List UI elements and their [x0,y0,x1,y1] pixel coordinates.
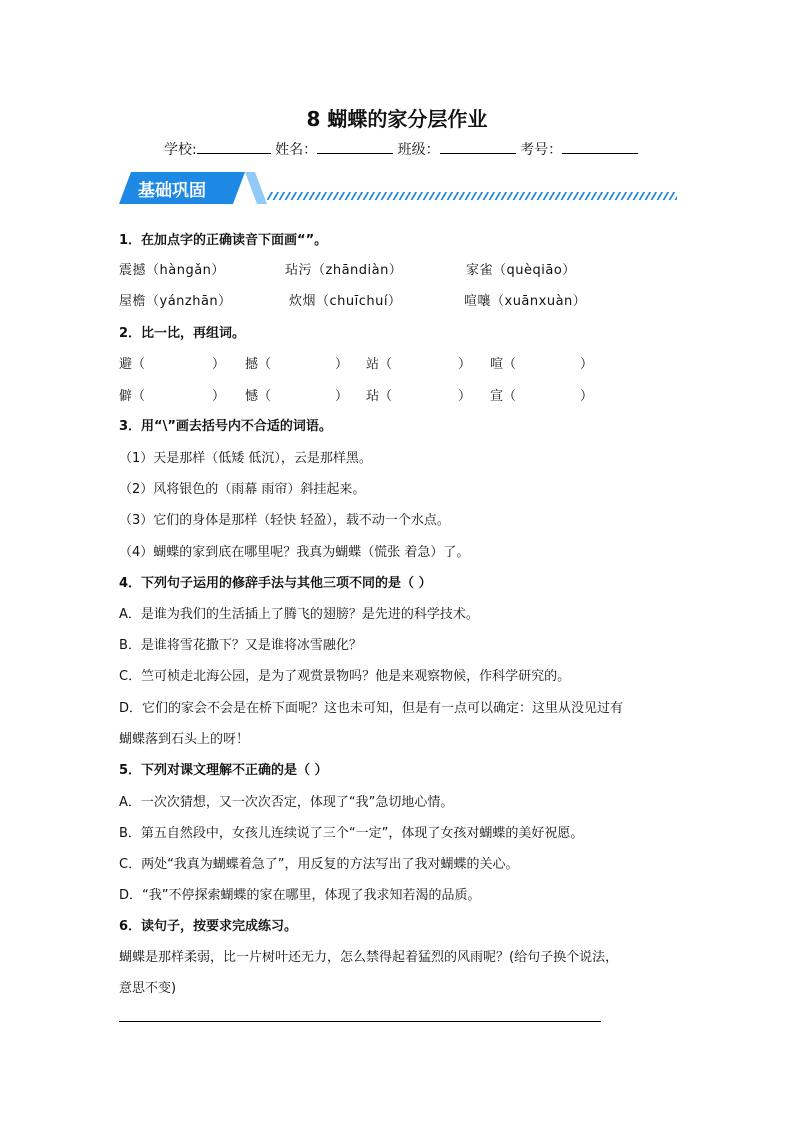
school-blank[interactable] [197,139,271,154]
q2-char-blank: 站（ [366,357,393,372]
q2-char-blank: 宣（ [490,389,517,404]
answer-line[interactable] [119,1021,601,1022]
q5-option-a: A．一次次猜想，又一次次否定，体现了“我”急切地心情。 [119,795,454,810]
q5-option-b: B．第五自然段中，女孩儿连续说了三个“一定”，体现了女孩对蝴蝶的美好祝愿。 [119,826,584,841]
q4-option-a: A．是谁为我们的生活插上了腾飞的翅膀？是先进的科学技术。 [119,607,479,622]
q4-option-b: B．是谁将雪花撒下？又是谁将冰雪融化？ [119,638,362,653]
q4-option-d-cont: 蝴蝶落到石头上的呀！ [119,732,250,747]
question-4: 4．下列句子运用的修辞手法与其他三项不同的是（ ） [119,576,432,591]
question-3: 3．用“\”画去括号内不合适的词语。 [119,419,332,434]
q6-sentence: 蝴蝶是那样柔弱，比一片树叶还无力，怎么禁得起着猛烈的风雨呢？(给句子换个说法， [119,950,619,965]
q5-option-d: D．“我”不停探索蝴蝶的家在哪里，体现了我求知若渴的品质。 [119,888,481,903]
q2-close-paren: ） [335,357,349,372]
q3-item: （1）天是那样（低矮 低沉），云是那样黑。 [119,451,372,466]
q2-char-blank: 僻（ [119,389,146,404]
question-2: 2．比一比，再组词。 [119,326,246,341]
q2-close-paren: ） [212,357,226,372]
q3-item: （2）风将银色的（雨幕 雨帘）斜挂起来。 [119,482,366,497]
question-1: 1．在加点字的正确读音下面画“”。 [119,233,328,248]
exam-no-blank[interactable] [562,139,638,154]
q2-char-blank: 憾（ [245,389,272,404]
school-label: 学校: [164,142,197,158]
q2-close-paren: ） [458,389,472,404]
q1-item: 屋檐（yánzhān） [119,294,232,309]
q1-item: 震撼（hàngǎn） [119,263,225,278]
q4-option-d: D．它们的家会不会是在桥下面呢？这也未可知，但是有一点可以确定：这里从没见过有 [119,701,624,716]
section-banner-label: 基础巩固 [138,181,206,201]
q3-item: （3）它们的身体是那样（轻快 轻盈），载不动一个水点。 [119,513,450,528]
q1-item: 炊烟（chuīchuí） [289,294,402,309]
q6-sentence-cont: 意思不变) [119,981,177,996]
q5-option-c: C．两处“我真为蝴蝶着急了”，用反复的方法写出了我对蝴蝶的关心。 [119,857,519,872]
q2-close-paren: ） [335,389,349,404]
q2-close-paren: ） [580,389,594,404]
q2-close-paren: ） [580,357,594,372]
q2-close-paren: ） [212,389,226,404]
class-label: 班级： [397,142,440,158]
question-6: 6．读句子，按要求完成练习。 [119,919,298,934]
q2-close-paren: ） [458,357,472,372]
name-blank[interactable] [317,139,393,154]
q1-item: 玷污（zhāndiàn） [285,263,403,278]
q3-item: （4）蝴蝶的家到底在哪里呢？我真为蝴蝶（慌张 着急）了。 [119,545,470,560]
name-label: 姓名： [275,142,318,158]
q4-option-c: C．竺可桢走北海公园，是为了观赏景物吗？他是来观察物候，作科学研究的。 [119,669,571,684]
question-5: 5．下列对课文理解不正确的是（ ） [119,763,328,778]
class-blank[interactable] [440,139,516,154]
q2-char-blank: 玷（ [366,389,393,404]
q1-item: 家雀（quèqiāo） [466,263,576,278]
q1-item: 喧嚷（xuānxuàn） [464,294,587,309]
q2-char-blank: 撼（ [245,357,272,372]
q2-char-blank: 喧（ [490,357,517,372]
page-title: 8 蝴蝶的家分层作业 [306,107,488,131]
student-info-line [164,139,638,159]
q2-char-blank: 避（ [119,357,146,372]
exam-no-label: 考号： [520,142,563,158]
